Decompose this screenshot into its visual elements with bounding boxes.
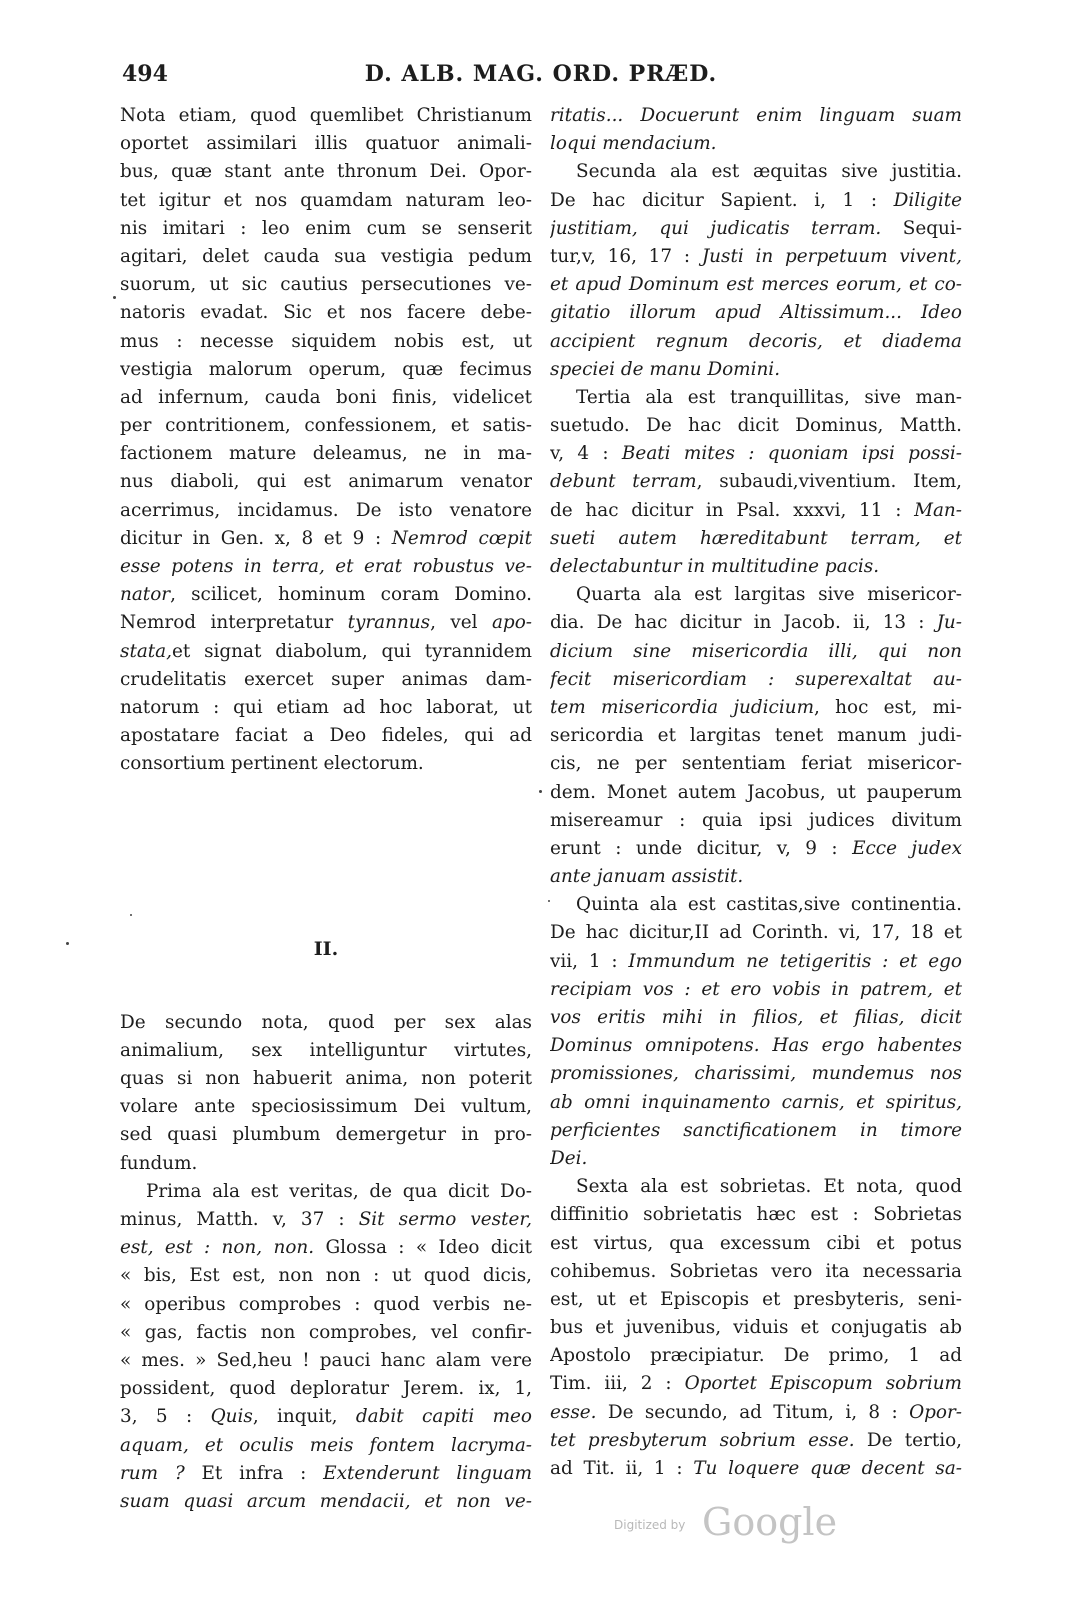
text-run: oportet assimilari illis quatuor animali- [120,133,532,155]
text-line [550,1117,962,1145]
text-line [550,1455,962,1483]
text-line [120,722,532,750]
text-line [120,440,532,468]
italic-run: tet presbyterum sobrium esse. [550,1429,855,1451]
italic-run: fecit misericordiam : superexaltat au- [550,668,962,690]
text-line [550,609,962,637]
italic-run: debunt terram [550,471,697,493]
text-run: mus : necesse siquidem nobis est, ut [120,330,532,352]
text-line [550,891,962,919]
italic-run: perficientes sanctificationem in timore [550,1119,962,1141]
text-run: natorum : qui etiam ad hoc laborat, ut [120,696,532,718]
text-line [550,581,962,609]
text-line [550,328,962,356]
text-run: vestigia malorum operum, quæ fecimus [120,358,532,380]
text-line [550,158,962,186]
text-line [550,1230,962,1258]
text-line [550,1145,962,1173]
text-line [550,271,962,299]
scan-speck [113,296,116,299]
text-line [550,497,962,525]
italic-run: tem misericordia judicium [550,696,815,718]
text-line [550,1286,962,1314]
text-run: Apostolo præcipiatur. De primo, 1 ad [550,1345,962,1367]
italic-run: sueti autem hæreditabunt terram, et [550,527,962,549]
text-run: est, ut et Episcopis et presbyteris, seni- [550,1288,962,1310]
text-run: « gas, factis non comprobes, vel confir- [120,1321,532,1343]
text-run: De tertio, [854,1429,962,1451]
scan-speck [539,790,542,793]
text-run: misereamur : quia ipsi judices divitum [550,809,962,831]
text-line [550,215,962,243]
text-line [550,948,962,976]
text-line [550,1258,962,1286]
text-run: bus et juvenibus, viduis et conjugatis ab [550,1317,962,1339]
text-line [550,976,962,1004]
italic-run: dicium sine misericordia illi, qui non [550,640,962,662]
italic-run: stata, [120,640,172,662]
text-line [120,1262,532,1290]
text-run: , hoc est, mi- [814,696,962,718]
text-line [120,694,532,722]
italic-run: Tu loquere quæ decent sa- [693,1458,962,1479]
text-line [550,807,962,835]
italic-run: ab omni inquinamento carnis, et spiritus, [550,1091,962,1113]
text-line [550,1427,962,1455]
italic-run: rum ? [120,1462,185,1484]
text-run: dicitur in Gen. x, 8 et 9 : [120,527,392,549]
text-run: v, 4 : [550,443,622,465]
text-line [120,1009,532,1037]
text-line [120,497,532,525]
text-run: diffinitio sobrietatis hæc est : Sobrietas [550,1204,962,1226]
text-line [120,1206,532,1234]
text-line [120,1234,532,1262]
italic-run: Immundum ne tetigeritis : et ego [628,950,962,972]
text-line [550,468,962,496]
text-line [550,1314,962,1342]
text-line [120,1460,532,1488]
italic-run: Dominus omnipotens. Has ergo habentes [550,1035,962,1057]
text-line [120,638,532,666]
text-run: De secundo, ad Titum, i, 8 : [596,1401,910,1423]
text-line [550,1004,962,1032]
text-line [120,581,532,609]
text-run: , inquit, [252,1406,356,1428]
text-run: tet igitur et nos quamdam naturam leo- [120,189,532,211]
text-line [120,553,532,581]
section-gap-bottom [120,963,532,1009]
text-line [550,638,962,666]
text-run: dia. De hac dicitur in Jacob. ii, 13 : [550,612,937,634]
italic-run: Quis [210,1406,253,1428]
text-run: Et infra : [184,1462,324,1484]
text-run: suorum, ut sic cautius persecutiones ve- [120,274,532,296]
text-line [550,919,962,947]
text-run: volare ante speciosissimum Dei vultum, [120,1096,532,1118]
text-run: ad Tit. ii, 1 : [550,1458,694,1479]
text-run: animalium, sex intelliguntur virtutes, [120,1039,532,1061]
italic-run: Diligite [893,189,962,211]
italic-run: Sit sermo vester, [358,1209,532,1230]
text-line [550,1060,962,1088]
italic-run: accipient regnum decoris, et diadema [550,330,962,352]
text-run: Tim. iii, 2 : [550,1373,685,1395]
text-line [550,750,962,778]
italic-run: apo- [491,612,532,634]
text-run: nus diaboli, qui est animarum venator [120,471,532,493]
text-line [550,694,962,722]
google-logo-text: Google [702,1500,838,1544]
italic-run: Beati mites : quoniam ipsi possi- [621,443,962,465]
text-line [550,1370,962,1398]
italic-run: et apud Dominum est merces eorum, et co- [550,274,962,296]
text-run: per contritionem, confessionem, et satis- [120,415,532,437]
text-run: Secunda ala est æquitas sive justitia. [576,161,962,183]
text-line [120,468,532,496]
text-line [120,384,532,412]
text-run: Nemrod interpretatur [120,612,348,634]
text-run: De hac dicitur Sapient. i, 1 : [550,189,894,211]
text-line [120,1375,532,1403]
text-run: bus, quæ stant ante thronum Dei. Opor- [120,161,532,183]
text-run: Nota etiam, quod quemlibet Christianum [120,105,532,126]
text-run: Quinta ala est castitas,sive continentia. [576,894,962,916]
text-line [120,299,532,327]
italic-run: ante januam assistit. [550,866,744,888]
italic-run: esse potens in terra, et erat robustus ve- [120,556,532,577]
italic-run: Opor- [909,1401,962,1423]
text-line [550,356,962,384]
digitized-by-label: Digitized by [614,1518,686,1532]
text-run: Quarta ala est largitas sive misericor- [576,584,962,606]
text-run: , vel [430,612,492,634]
italic-run: speciei de manu Domini. [550,358,781,380]
text-line [120,525,532,553]
text-line [120,1178,532,1206]
italic-run: tyrannus [347,612,431,634]
text-run: agitari, delet cauda sua vestigia pedum [120,245,532,267]
text-line [120,102,532,130]
text-run: erunt : unde dicitur, v, 9 : [550,837,853,859]
section-gap-top [120,779,532,935]
text-line [550,1173,962,1201]
text-line [550,440,962,468]
text-line [550,835,962,863]
italic-run: delectabuntur in multitudine pacis. [550,556,880,577]
left-column [120,102,532,1516]
text-line [120,1319,532,1347]
text-line [120,356,532,384]
italic-run: esse. [550,1401,597,1423]
text-run: fundum. [120,1152,198,1174]
text-run: minus, Matth. v, 37 : [120,1209,359,1230]
text-line [550,553,962,581]
text-run: tur,v, 16, 17 : [550,245,702,267]
italic-run: Justi in perpetuum vivent, [701,245,962,267]
running-head [122,58,960,90]
text-run: crudelitatis exercet super animas dam- [120,668,532,690]
italic-run: loqui mendacium. [550,133,717,155]
page-number: 494 [122,61,168,87]
text-run: cohibemus. Sobrietas vero ita necessaria [550,1260,962,1282]
text-line [120,271,532,299]
italic-run: est, est : non, non. [120,1237,315,1259]
text-run: 3, 5 : [120,1406,211,1428]
italic-run: aquam, et oculis meis fontem lacryma- [120,1434,532,1456]
text-run: sericordia et largitas tenet manum judi- [550,725,962,747]
text-line [120,1093,532,1121]
text-line [120,412,532,440]
text-line [120,1150,532,1178]
text-line [120,130,532,158]
text-line [550,412,962,440]
right-text-block [550,102,962,1483]
text-line [550,863,962,891]
text-line [550,384,962,412]
text-line [550,1201,962,1229]
italic-run: Ecce judex [852,837,962,859]
text-run: de hac dicitur in Psal. xxxvi, 11 : [550,499,915,521]
text-run: « mes. » Sed,heu ! pauci hanc alam vere [120,1349,532,1371]
italic-run: dabit capiti meo [355,1406,532,1428]
text-run: , scilicet, hominum coram Domino. [170,584,532,606]
italic-run: ritatis... Docuerunt enim linguam suam [550,105,962,126]
text-run: « operibus comprobes : quod verbis ne- [120,1293,532,1315]
text-line [120,1065,532,1093]
italic-run: vos eritis mihi in filios, et filias, dicit [550,1007,962,1028]
text-run: , subaudi,viventium. Item, [696,471,962,493]
text-line [120,666,532,694]
right-column [550,102,962,1483]
text-run: possident, quod deploratur Jerem. ix, 1, [120,1378,532,1400]
italic-run: promissiones, charissimi, mundemus nos [550,1063,962,1085]
italic-run: gitatio illorum apud Altissimum... Ideo [550,302,962,324]
text-run: Glossa : « Ideo dicit [314,1237,532,1259]
section-heading: II. [313,937,339,960]
text-line [550,1089,962,1117]
left-text-block-2 [120,1009,532,1516]
scan-speck [548,900,550,902]
text-line [550,1399,962,1427]
text-line [120,1403,532,1431]
text-line [120,243,532,271]
text-line [550,130,962,158]
text-line [120,1347,532,1375]
text-line [120,1488,532,1516]
text-line [120,158,532,186]
text-run: consortium pertinent electorum. [120,753,424,775]
text-run: est virtus, qua excessum cibi et potus [550,1232,962,1254]
text-run: quas si non habuerit anima, non poterit [120,1068,532,1090]
italic-run: Extenderunt linguam [323,1462,532,1484]
text-run: Sequi- [881,217,962,239]
text-line [550,666,962,694]
text-line [550,243,962,271]
text-line [120,187,532,215]
text-run: De hac dicitur,II ad Corinth. vi, 17, 18 et [550,922,962,944]
italic-run: recipiam vos : et ero vobis in patrem, et [550,978,962,1000]
italic-run: Nemrod cœpit [391,527,532,549]
italic-run: suam quasi arcum mendacii, et non ve- [120,1490,532,1512]
text-run: Prima ala est veritas, de qua dicit Do- [146,1180,532,1202]
text-run: natoris evadat. Sic et nos facere debe- [120,302,532,324]
scan-speck [66,942,69,945]
text-run: Sexta ala est sobrietas. Et nota, quod [576,1176,962,1198]
italic-run: nator [120,584,171,606]
text-run: nis imitari : leo enim cum se senserit [120,217,532,239]
text-line [120,1037,532,1065]
left-text-block-1 [120,102,532,779]
text-run: et signat diabolum, qui tyrannidem [172,640,532,662]
text-line [550,1032,962,1060]
text-run: sed quasi plumbum demergetur in pro- [120,1124,532,1146]
text-line [120,1432,532,1460]
text-run: cis, ne per sententiam feriat misericor- [550,753,962,775]
italic-run: Dei. [550,1147,588,1169]
text-line [550,525,962,553]
text-line [120,1291,532,1319]
scan-speck [130,914,132,916]
text-line [550,722,962,750]
text-line [550,1342,962,1370]
text-run: apostatare faciat a Deo fideles, qui ad [120,725,532,747]
text-run: ad infernum, cauda boni finis, videlicet [120,386,532,408]
text-line [120,750,532,778]
text-run: factionem mature deleamus, ne in ma- [120,443,532,465]
italic-run: Oportet Episcopum sobrium [684,1373,962,1395]
text-line [550,299,962,327]
text-line [550,187,962,215]
text-run: vii, 1 : [550,950,629,972]
text-run: dem. Monet autem Jacobus, ut pauperum [550,781,962,803]
text-line [550,779,962,807]
text-run: De secundo nota, quod per sex alas [120,1011,532,1033]
running-title: D. ALB. MAG. ORD. PRÆD. [364,61,718,87]
text-line [120,328,532,356]
italic-run: Man- [914,499,962,521]
text-line [120,1121,532,1149]
text-run: « bis, Est est, non non : ut quod dicis, [120,1265,532,1287]
text-line [550,102,962,130]
italic-run: Ju- [936,612,962,634]
italic-run: justitiam, qui judicatis terram. [550,217,882,239]
text-line [120,609,532,637]
text-run: Tertia ala est tranquillitas, sive man- [576,386,962,408]
text-run: acerrimus, incidamus. De isto venatore [120,499,532,521]
text-line [120,215,532,243]
text-run: suetudo. De hac dicit Dominus, Matth. [550,415,962,437]
